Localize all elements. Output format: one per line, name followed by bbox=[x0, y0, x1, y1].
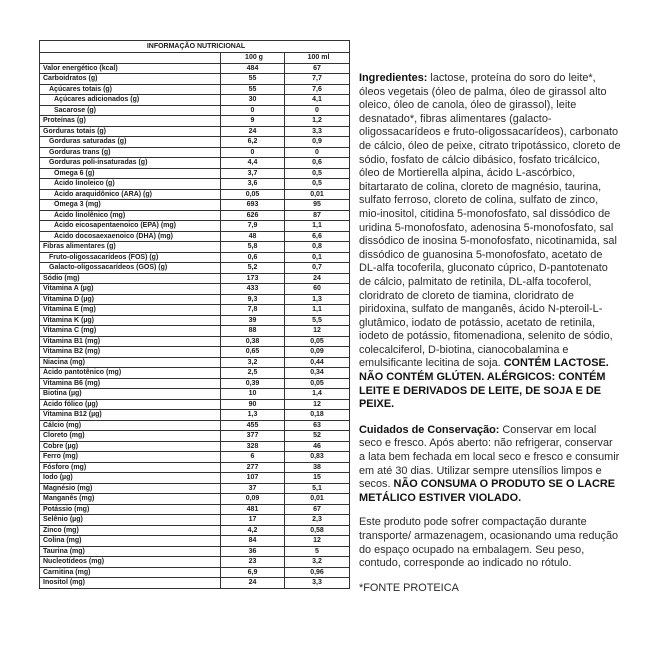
nutrient-name: Açúcares totais (g) bbox=[40, 84, 221, 95]
nutrient-name: Vitamina B2 (mg) bbox=[40, 347, 221, 358]
nutrient-name: Carnitina (mg) bbox=[40, 567, 221, 578]
value-100g: 36 bbox=[221, 546, 285, 557]
value-100g: 24 bbox=[221, 578, 285, 589]
value-100ml: 0,6 bbox=[285, 158, 350, 169]
nutrient-name: Niacina (mg) bbox=[40, 357, 221, 368]
nutrient-name: Vitamina A (µg) bbox=[40, 284, 221, 295]
value-100g: 455 bbox=[221, 420, 285, 431]
value-100g: 3,7 bbox=[221, 168, 285, 179]
value-100g: 0,6 bbox=[221, 252, 285, 263]
value-100ml: 0,8 bbox=[285, 242, 350, 253]
nutrient-name: Vitamina B6 (mg) bbox=[40, 378, 221, 389]
value-100ml: 0,44 bbox=[285, 357, 350, 368]
table-row bbox=[40, 168, 350, 179]
value-100ml: 1,1 bbox=[285, 221, 350, 232]
table-row bbox=[40, 315, 350, 326]
table-row bbox=[40, 336, 350, 347]
table-row bbox=[40, 252, 350, 263]
nutrient-name: Vitamina D (µg) bbox=[40, 294, 221, 305]
table-row bbox=[40, 305, 350, 316]
table-row bbox=[40, 221, 350, 232]
table-row bbox=[40, 452, 350, 463]
value-100g: 1,3 bbox=[221, 410, 285, 421]
value-100ml: 3,3 bbox=[285, 578, 350, 589]
value-100g: 107 bbox=[221, 473, 285, 484]
value-100g: 6 bbox=[221, 452, 285, 463]
table-row bbox=[40, 231, 350, 242]
nutrient-name: Magnésio (mg) bbox=[40, 483, 221, 494]
header-100g: 100 g bbox=[221, 53, 285, 64]
value-100ml: 0,5 bbox=[285, 168, 350, 179]
value-100g: 6,2 bbox=[221, 137, 285, 148]
value-100g: 5,2 bbox=[221, 263, 285, 274]
table-row bbox=[40, 158, 350, 169]
nutrient-name: Ferro (mg) bbox=[40, 452, 221, 463]
nutrient-name: Gorduras totais (g) bbox=[40, 126, 221, 137]
header-100ml: 100 ml bbox=[285, 53, 350, 64]
value-100ml: 5 bbox=[285, 546, 350, 557]
nutrient-name: Manganês (mg) bbox=[40, 494, 221, 505]
value-100g: 0,05 bbox=[221, 189, 285, 200]
nutrient-name: Biotina (µg) bbox=[40, 389, 221, 400]
value-100g: 4,2 bbox=[221, 525, 285, 536]
nutrient-name: Selênio (µg) bbox=[40, 515, 221, 526]
nutrient-name: Colina (mg) bbox=[40, 536, 221, 547]
value-100ml: 1,3 bbox=[285, 294, 350, 305]
ingredients-label: Ingredientes: bbox=[359, 72, 428, 84]
value-100ml: 7,6 bbox=[285, 84, 350, 95]
nutrient-name: Vitamina E (mg) bbox=[40, 305, 221, 316]
table-row bbox=[40, 525, 350, 536]
nutrient-name: Açúcares adicionados (g) bbox=[40, 95, 221, 106]
table-row bbox=[40, 284, 350, 295]
value-100ml: 67 bbox=[285, 504, 350, 515]
value-100ml: 12 bbox=[285, 536, 350, 547]
value-100g: 9 bbox=[221, 116, 285, 127]
value-100ml: 0,1 bbox=[285, 252, 350, 263]
table-row bbox=[40, 63, 350, 74]
value-100g: 37 bbox=[221, 483, 285, 494]
value-100ml: 4,1 bbox=[285, 95, 350, 106]
nutrient-name: Ômega 6 (g) bbox=[40, 168, 221, 179]
nutrient-name: Gorduras poli-insaturadas (g) bbox=[40, 158, 221, 169]
table-row bbox=[40, 326, 350, 337]
value-100g: 328 bbox=[221, 441, 285, 452]
value-100ml: 7,7 bbox=[285, 74, 350, 85]
table-row bbox=[40, 116, 350, 127]
value-100g: 4,4 bbox=[221, 158, 285, 169]
table-row bbox=[40, 494, 350, 505]
value-100g: 48 bbox=[221, 231, 285, 242]
value-100ml: 6,6 bbox=[285, 231, 350, 242]
table-row bbox=[40, 441, 350, 452]
value-100g: 481 bbox=[221, 504, 285, 515]
value-100ml: 3,3 bbox=[285, 126, 350, 137]
nutrient-name: Cálcio (mg) bbox=[40, 420, 221, 431]
nutrient-name: Cloreto (mg) bbox=[40, 431, 221, 442]
label-text-column bbox=[359, 72, 621, 595]
value-100g: 10 bbox=[221, 389, 285, 400]
table-row bbox=[40, 137, 350, 148]
value-100g: 55 bbox=[221, 84, 285, 95]
value-100g: 84 bbox=[221, 536, 285, 547]
table-row bbox=[40, 420, 350, 431]
nutrient-name: Gorduras saturadas (g) bbox=[40, 137, 221, 148]
value-100ml: 24 bbox=[285, 273, 350, 284]
table-row bbox=[40, 189, 350, 200]
nutrient-name: Vitamina K (µg) bbox=[40, 315, 221, 326]
value-100ml: 0,96 bbox=[285, 567, 350, 578]
table-row bbox=[40, 515, 350, 526]
nutrient-name: Vitamina B1 (mg) bbox=[40, 336, 221, 347]
table-row bbox=[40, 179, 350, 190]
value-100ml: 12 bbox=[285, 326, 350, 337]
protein-source-footnote: *FONTE PROTEICA bbox=[359, 581, 459, 594]
nutrient-name: Vitamina B12 (µg) bbox=[40, 410, 221, 421]
nutrient-name: Fruto-oligossacarídeos (FOS) (g) bbox=[40, 252, 221, 263]
value-100g: 277 bbox=[221, 462, 285, 473]
value-100g: 0 bbox=[221, 105, 285, 116]
value-100g: 484 bbox=[221, 63, 285, 74]
value-100ml: 0,83 bbox=[285, 452, 350, 463]
nutrient-name: Sacarose (g) bbox=[40, 105, 221, 116]
value-100ml: 0 bbox=[285, 147, 350, 158]
allergen-warning: CONTÉM LACTOSE. NÃO CONTÉM GLÚTEN. ALÉRGICOS: CONTÉM LEITE E DERIVADOS DE LEITE, DE SOJA E DE PEIXE. bbox=[359, 357, 609, 411]
value-100g: 17 bbox=[221, 515, 285, 526]
table-row bbox=[40, 546, 350, 557]
header-nutrient bbox=[40, 53, 221, 64]
value-100ml: 2,3 bbox=[285, 515, 350, 526]
storage-text: Conservar em local seco e fresco. Após aberto: não refrigerar, conservar a lata bem fechada em local seco e fresco e consumir em até 30 dias. Utilizar sempre utensílios limpos e secos. bbox=[359, 423, 620, 491]
value-100ml: 1,1 bbox=[285, 305, 350, 316]
nutrient-name: Ácido docosaexaenoico (DHA) (mg) bbox=[40, 231, 221, 242]
table-row bbox=[40, 74, 350, 85]
nutrient-name: Ácido fólico (µg) bbox=[40, 399, 221, 410]
value-100ml: 1,4 bbox=[285, 389, 350, 400]
value-100g: 39 bbox=[221, 315, 285, 326]
nutrient-name: Ácido eicosapentaenoico (EPA) (mg) bbox=[40, 221, 221, 232]
nutrient-name: Galacto-oligossacarídeos (GOS) (g) bbox=[40, 263, 221, 274]
value-100ml: 5,5 bbox=[285, 315, 350, 326]
nutrient-name: Inositol (mg) bbox=[40, 578, 221, 589]
nutrient-name: Gorduras trans (g) bbox=[40, 147, 221, 158]
nutrient-name: Sódio (mg) bbox=[40, 273, 221, 284]
table-row bbox=[40, 483, 350, 494]
table-row bbox=[40, 357, 350, 368]
value-100g: 173 bbox=[221, 273, 285, 284]
nutrition-table bbox=[39, 40, 350, 589]
table-row bbox=[40, 294, 350, 305]
value-100ml: 38 bbox=[285, 462, 350, 473]
value-100g: 30 bbox=[221, 95, 285, 106]
value-100ml: 0,01 bbox=[285, 189, 350, 200]
value-100g: 90 bbox=[221, 399, 285, 410]
value-100ml: 0,58 bbox=[285, 525, 350, 536]
table-row bbox=[40, 378, 350, 389]
value-100ml: 0,7 bbox=[285, 263, 350, 274]
nutrient-name: Taurina (mg) bbox=[40, 546, 221, 557]
value-100ml: 0,01 bbox=[285, 494, 350, 505]
value-100g: 3,2 bbox=[221, 357, 285, 368]
value-100g: 433 bbox=[221, 284, 285, 295]
table-row bbox=[40, 273, 350, 284]
table-row bbox=[40, 536, 350, 547]
value-100g: 5,8 bbox=[221, 242, 285, 253]
value-100g: 693 bbox=[221, 200, 285, 211]
table-row bbox=[40, 126, 350, 137]
value-100ml: 3,2 bbox=[285, 557, 350, 568]
nutrient-name: Ácido linoleico (g) bbox=[40, 179, 221, 190]
nutrient-name: Valor energético (kcal) bbox=[40, 63, 221, 74]
nutrient-name: Proteínas (g) bbox=[40, 116, 221, 127]
storage-label: Cuidados de Conservação: bbox=[359, 423, 500, 436]
value-100g: 23 bbox=[221, 557, 285, 568]
value-100g: 9,3 bbox=[221, 294, 285, 305]
value-100ml: 52 bbox=[285, 431, 350, 442]
value-100g: 88 bbox=[221, 326, 285, 337]
value-100g: 0,09 bbox=[221, 494, 285, 505]
table-row bbox=[40, 263, 350, 274]
value-100ml: 63 bbox=[285, 420, 350, 431]
ingredients-text: lactose, proteína do soro do leite*, óleos vegetais (óleo de palma, óleo de girassol alto oleico, óleo de canola, óleo de girassol), leite desnatado*, fibras alimentares (galacto-oligossacarídeos e fruto-oligossacarídeos), carbonato de cálcio, óleo de peixe, citrato tripotássico, cloreto de sódio, fosfato de cálcio dibásico, fosfato tricálcico, óleo de Mortierella alpina, ácido L-ascórbico, bitartarato de colina, cloreto de magnésio, taurina, sulfato ferroso, cloreto de colina, sulfato de zinco, mio-inositol, citidina 5-monofosfato, sal dissódico de uridina 5-monofosfato, adenosina 5-monofosfato, sal dissódico de inosina 5-monofosfato, nicotinamida, sal dissódico de guanosina 5-monofosfato, acetato de DL-alfa tocoferila, gluconato cúprico, D-pantotenato de cálcio, palmitato de retinila, DL-alfa tocoferol, cloridrato de cloreto de tiamina, cloridrato de piridoxina, sulfato de manganês, ácido N-pteroil-L-glutâmico, iodato de potássio, acetato de retinila, iodeto de potássio, fitomenadiona, selenito de sódio, colecalciferol, D-biotina, cianocobalamina e emulsificante lecitina de soja. bbox=[359, 72, 621, 370]
table-row bbox=[40, 95, 350, 106]
table-row bbox=[40, 389, 350, 400]
nutrient-name: Zinco (mg) bbox=[40, 525, 221, 536]
table-row bbox=[40, 578, 350, 589]
value-100ml: 0,18 bbox=[285, 410, 350, 421]
table-row bbox=[40, 105, 350, 116]
value-100ml: 0,34 bbox=[285, 368, 350, 379]
compaction-note: Este produto pode sofrer compactação durante transporte/ armazenagem, ocasionando uma redução do espaço ocupado na embalagem. Seu peso, contudo, corresponde ao indicado no rótulo. bbox=[359, 516, 619, 570]
nutrient-name: Potássio (mg) bbox=[40, 504, 221, 515]
value-100ml: 5,1 bbox=[285, 483, 350, 494]
nutrient-name: Nucleotídeos (mg) bbox=[40, 557, 221, 568]
value-100g: 0,38 bbox=[221, 336, 285, 347]
value-100ml: 0,5 bbox=[285, 179, 350, 190]
nutrient-name: Ácido pantotênico (mg) bbox=[40, 368, 221, 379]
table-row bbox=[40, 200, 350, 211]
table-row bbox=[40, 84, 350, 95]
value-100g: 0,39 bbox=[221, 378, 285, 389]
table-row bbox=[40, 504, 350, 515]
nutrient-name: Fibras alimentares (g) bbox=[40, 242, 221, 253]
value-100g: 7,8 bbox=[221, 305, 285, 316]
value-100g: 7,9 bbox=[221, 221, 285, 232]
value-100ml: 60 bbox=[285, 284, 350, 295]
nutrient-name: Fósforo (mg) bbox=[40, 462, 221, 473]
table-row bbox=[40, 410, 350, 421]
table-row bbox=[40, 431, 350, 442]
value-100g: 24 bbox=[221, 126, 285, 137]
value-100ml: 15 bbox=[285, 473, 350, 484]
table-row bbox=[40, 567, 350, 578]
value-100g: 377 bbox=[221, 431, 285, 442]
nutrient-name: Carboidratos (g) bbox=[40, 74, 221, 85]
value-100g: 2,5 bbox=[221, 368, 285, 379]
nutrient-name: Ácido araquidônico (ARA) (g) bbox=[40, 189, 221, 200]
table-body bbox=[40, 63, 350, 588]
value-100ml: 95 bbox=[285, 200, 350, 211]
table-row bbox=[40, 473, 350, 484]
ingredients-block bbox=[359, 72, 621, 412]
value-100g: 6,9 bbox=[221, 567, 285, 578]
value-100ml: 87 bbox=[285, 210, 350, 221]
nutrient-name: Iodo (µg) bbox=[40, 473, 221, 484]
table-row bbox=[40, 147, 350, 158]
value-100g: 55 bbox=[221, 74, 285, 85]
value-100g: 0 bbox=[221, 147, 285, 158]
nutrient-name: Cobre (µg) bbox=[40, 441, 221, 452]
value-100ml: 12 bbox=[285, 399, 350, 410]
table-row bbox=[40, 210, 350, 221]
storage-block bbox=[359, 424, 621, 506]
value-100ml: 0 bbox=[285, 105, 350, 116]
value-100ml: 0,05 bbox=[285, 336, 350, 347]
value-100ml: 67 bbox=[285, 63, 350, 74]
value-100ml: 0,05 bbox=[285, 378, 350, 389]
table-row bbox=[40, 242, 350, 253]
value-100ml: 1,2 bbox=[285, 116, 350, 127]
table-row bbox=[40, 347, 350, 358]
table-title: INFORMAÇÃO NUTRICIONAL bbox=[40, 41, 350, 53]
nutrient-name: Ômega 3 (mg) bbox=[40, 200, 221, 211]
value-100g: 626 bbox=[221, 210, 285, 221]
table-row bbox=[40, 462, 350, 473]
seal-warning: NÃO CONSUMA O PRODUTO SE O LACRE METÁLICO ESTIVER VIOLADO. bbox=[359, 478, 615, 504]
value-100ml: 0,09 bbox=[285, 347, 350, 358]
table-row bbox=[40, 557, 350, 568]
table-row bbox=[40, 368, 350, 379]
nutrient-name: Ácido linolênico (mg) bbox=[40, 210, 221, 221]
table-row bbox=[40, 399, 350, 410]
value-100g: 0,65 bbox=[221, 347, 285, 358]
value-100g: 3,6 bbox=[221, 179, 285, 190]
value-100ml: 46 bbox=[285, 441, 350, 452]
nutrient-name: Vitamina C (mg) bbox=[40, 326, 221, 337]
value-100ml: 0,9 bbox=[285, 137, 350, 148]
